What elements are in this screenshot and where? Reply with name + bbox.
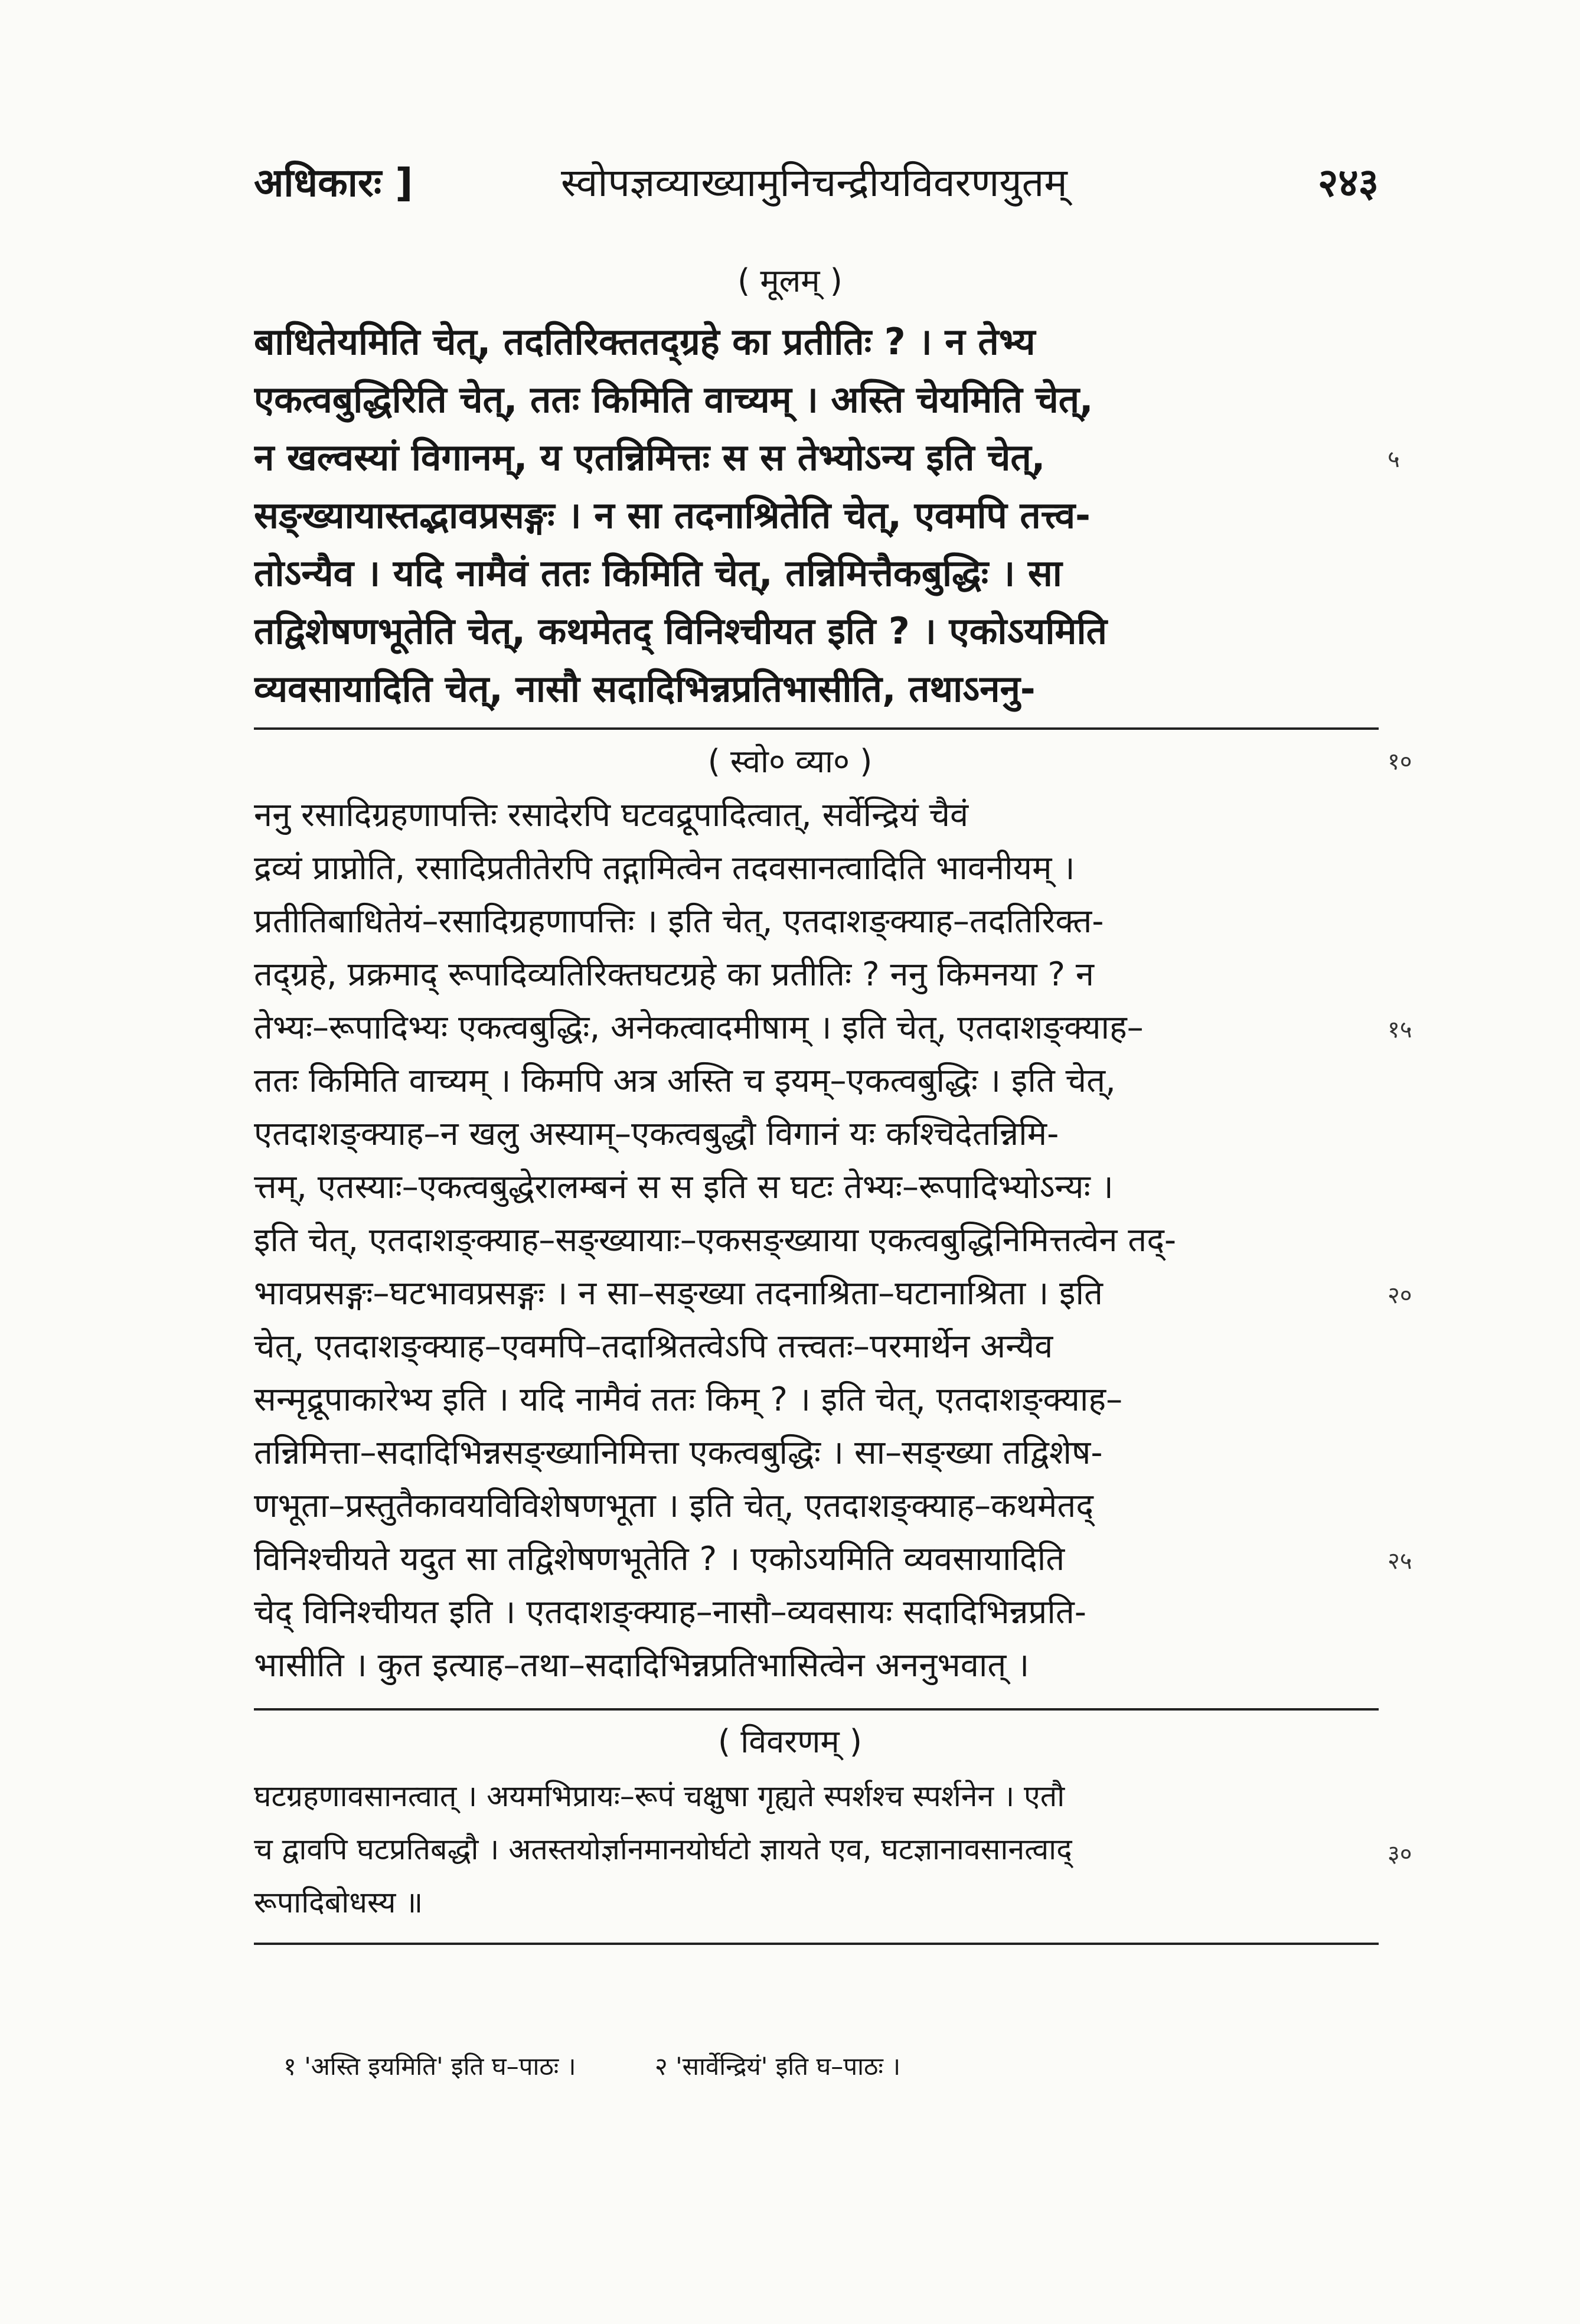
margin-line-number: ३० <box>1388 1840 1412 1868</box>
footnote: २ 'सार्वेन्द्रियं' इति घ–पाठः । <box>654 2052 901 2081</box>
commentary-line: भासीति । कुत इत्याह–तथा–सदादिभिन्नप्रतिभासित्वेन अननुभवात् । <box>254 1646 1030 1685</box>
margin-line-number: १० <box>1388 748 1412 775</box>
margin-line-number: २० <box>1388 1282 1412 1309</box>
vivaranam-line: च द्वावपि घटप्रतिबद्धौ । अतस्तयोर्ज्ञानमानयोर्घटो ज्ञायते एव, घटज्ञानावसानत्वाद् <box>254 1832 1072 1866</box>
vivaranam-line: घटग्रहणावसानत्वात् । अयमभिप्रायः–रूपं चक्षुषा गृह्यते स्पर्शश्च स्पर्शनेन । एतौ <box>254 1779 1065 1813</box>
commentary-line: ननु रसादिग्रहणापत्तिः रसादेरपि घटवद्रूपादित्वात्, सर्वेन्द्रियं चैवं <box>254 796 969 834</box>
page-number: २४३ <box>1318 160 1379 205</box>
moolam-heading: ( मूलम् ) <box>737 262 843 299</box>
margin-line-number: १५ <box>1388 1016 1412 1043</box>
commentary-line: चेद् विनिश्चीयत इति । एतदाशङ्क्याह–नासौ–व्यवसायः सदादिभिन्नप्रति- <box>254 1593 1086 1631</box>
moolam-line: व्यवसायादिति चेत्, नासौ सदादिभिन्नप्रतिभासीति, तथाऽननु- <box>254 667 1036 710</box>
moolam-line: न खल्वस्यां विगानम्, य एतन्निमित्तः स स तेभ्योऽन्य इति चेत्, <box>254 436 1046 479</box>
header-chapter-label: अधिकारः ] <box>254 160 413 205</box>
commentary-line: चेत्, एतदाशङ्क्याह–एवमपि–तदाश्रितत्वेऽपि तत्त्वतः–परमार्थेन अन्यैव <box>254 1327 1053 1366</box>
margin-line-number: ५ <box>1388 446 1400 473</box>
footnote-divider <box>254 1943 1379 1945</box>
commentary-line: विनिश्चीयते यदुत सा तद्विशेषणभूतेति ? । एकोऽयमिति व्यवसायादिति <box>254 1540 1065 1578</box>
moolam-line: सङ्ख्यायास्तद्भावप्रसङ्गः । न सा तदनाश्रितेति चेत्, एवमपि तत्त्व- <box>254 494 1091 537</box>
commentary-line: णभूता–प्रस्तुतैकावयविविशेषणभूता । इति चेत्, एतदाशङ्क्याह–कथमेतद् <box>254 1487 1094 1525</box>
vivaranam-heading: ( विवरणम् ) <box>718 1723 862 1760</box>
running-header <box>254 155 1379 214</box>
commentary-line: तद्ग्रहे, प्रक्रमाद् रूपादिव्यतिरिक्तघटग्रहे का प्रतीतिः ? ननु किमनया ? न <box>254 955 1094 994</box>
commentary-line: त्तम्, एतस्याः–एकत्वबुद्धेरालम्बनं स स इति स घटः तेभ्यः–रूपादिभ्योऽन्यः । <box>254 1168 1114 1206</box>
commentary-line: भावप्रसङ्गः–घटभावप्रसङ्गः । न सा–सङ्ख्या तदनाश्रिता–घटानाश्रिता । इति <box>254 1274 1103 1313</box>
moolam-line: बाधितेयमिति चेत्, तदतिरिक्ततद्ग्रहे का प्रतीतिः ? । न तेभ्य <box>254 320 1036 363</box>
margin-line-number: २५ <box>1388 1548 1412 1575</box>
commentary-line: तन्निमित्ता–सदादिभिन्नसङ्ख्यानिमित्ता एकत्वबुद्धिः । सा–सङ्ख्या तद्विशेष- <box>254 1434 1103 1472</box>
section-divider <box>254 727 1379 730</box>
commentary-line: एतदाशङ्क्याह–न खलु अस्याम्–एकत्वबुद्धौ विगानं यः कश्चिदेतन्निमि- <box>254 1115 1059 1153</box>
commentary-line: तेभ्यः–रूपादिभ्यः एकत्वबुद्धिः, अनेकत्वादमीषाम् । इति चेत्, एतदाशङ्क्याह– <box>254 1008 1144 1047</box>
footnotes <box>283 2049 1346 2083</box>
commentary-line: सन्मृद्रूपाकारेभ्य इति । यदि नामैवं ततः किम् ? । इति चेत्, एतदाशङ्क्याह– <box>254 1380 1123 1419</box>
svopajna-heading: ( स्वो० व्या० ) <box>707 743 873 780</box>
section-divider <box>254 1708 1379 1711</box>
commentary-line: प्रतीतिबाधितेयं–रसादिग्रहणापत्तिः । इति चेत्, एतदाशङ्क्याह–तदतिरिक्त- <box>254 902 1104 941</box>
footnote: १ 'अस्ति इयमिति' इति घ–पाठः । <box>283 2052 576 2081</box>
vivaranam-line: रूपादिबोधस्य ॥ <box>254 1885 423 1920</box>
commentary-line: द्रव्यं प्राप्नोति, रसादिप्रतीतेरपि तद्गामित्वेन तदवसानत्वादिति भावनीयम् । <box>254 849 1075 887</box>
header-book-title: स्वोपज्ञव्याख्यामुनिचन्द्रीयविवरणयुतम् <box>561 160 1068 205</box>
commentary-line: इति चेत्, एतदाशङ्क्याह–सङ्ख्यायाः–एकसङ्ख्याया एकत्वबुद्धिनिमित्तत्वेन तद्- <box>254 1221 1177 1259</box>
moolam-line: एकत्वबुद्धिरिति चेत्, ततः किमिति वाच्यम् । अस्ति चेयमिति चेत्, <box>254 378 1093 421</box>
commentary-line: ततः किमिति वाच्यम् । किमपि अत्र अस्ति च इयम्–एकत्वबुद्धिः । इति चेत्, <box>254 1062 1116 1100</box>
moolam-line: तद्विशेषणभूतेति चेत्, कथमेतद् विनिश्चीयत इति ? । एकोऽयमिति <box>254 609 1107 652</box>
moolam-line: तोऽन्यैव । यदि नामैवं ततः किमिति चेत्, तन्निमित्तैकबुद्धिः । सा <box>254 551 1062 595</box>
